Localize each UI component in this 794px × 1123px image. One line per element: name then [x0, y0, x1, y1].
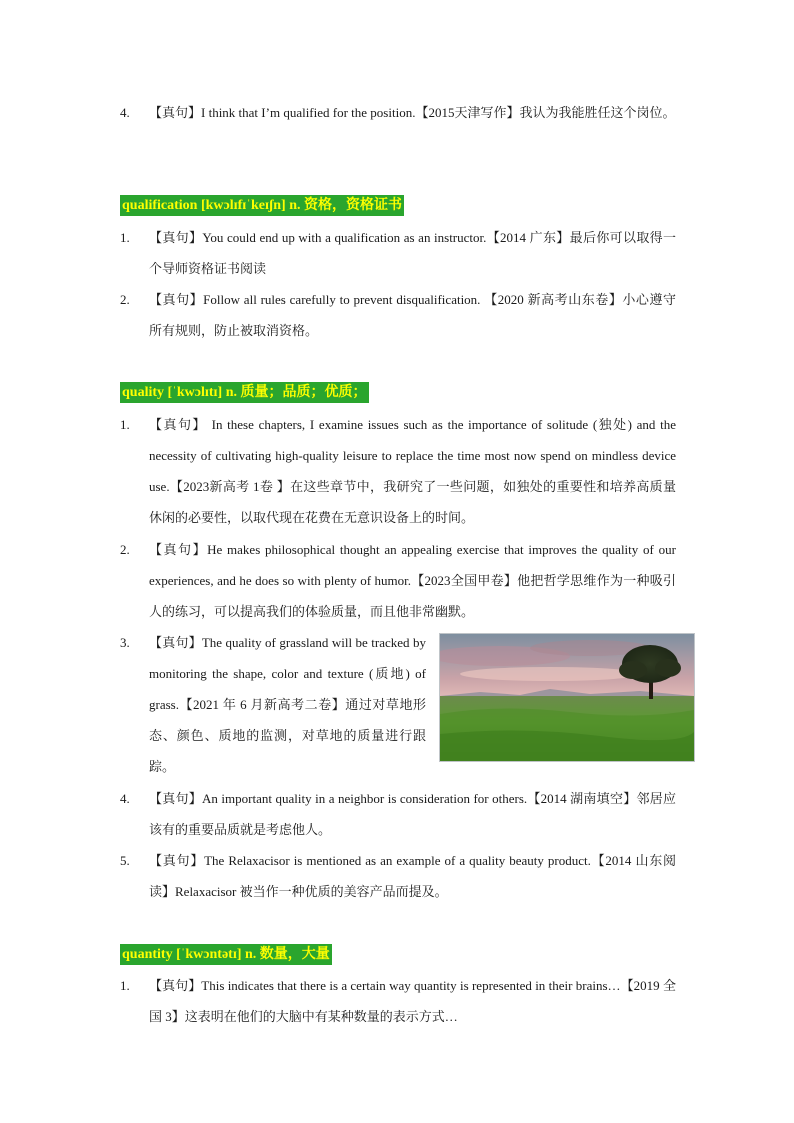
- item-number: 2.: [120, 292, 130, 307]
- list-item: [120, 783, 676, 845]
- item-text: 【真句】The quality of grassland will be tracked by monitoring the shape, color and texture (质地) of grass.【2021 年 6 月新高考二卷】通过对草地形态、颜色、质地的监测，对草地的质量进行跟踪。: [149, 635, 426, 774]
- list-item: [120, 222, 676, 284]
- list-item: [120, 97, 676, 128]
- list-item: [120, 970, 676, 1032]
- item-number: 1.: [120, 978, 130, 993]
- item-text: 【真句】 In these chapters, I examine issues such as the importance of solitude (独处) and the necessity of cultivating high-quality leisure to replace the time most now spend on mindless device use.【2023新高考 1卷 】在这些章节中，我研究了一些问题，如独处的重要性和培养高质量休闲的必要性，以取代现在花费在无意识设备上的时间。: [149, 417, 676, 525]
- list-item: [120, 284, 676, 346]
- grassland-photo: [439, 633, 695, 762]
- item-text: 【真句】You could end up with a qualification as an instructor.【2014 广东】最后你可以取得一个导师资格证书阅读: [149, 230, 676, 276]
- item-number: 1.: [120, 417, 130, 432]
- item-text: 【真句】This indicates that there is a certain way quantity is represented in their brains…【2019 全国 3】这表明在他们的大脑中有某种数量的表示方式…: [149, 978, 676, 1024]
- item-number: 5.: [120, 853, 130, 868]
- item-text: 【真句】I think that I’m qualified for the position.【2015天津写作】我认为我能胜任这个岗位。: [149, 105, 676, 120]
- item-number: 3.: [120, 635, 130, 650]
- item-text: 【真句】He makes philosophical thought an appealing exercise that improves the quality of our experiences, and he does so with plenty of humor.【2023全国甲卷】他把哲学思维作为一种吸引人的练习，可以提高我们的体验质量，而且他非常幽默。: [149, 542, 676, 619]
- item-number: 2.: [120, 542, 130, 557]
- list-item: [120, 409, 676, 533]
- item-number: 1.: [120, 230, 130, 245]
- item-text: 【真句】An important quality in a neighbor is consideration for others.【2014 湖南填空】邻居应该有的重要品质就是考虑他人。: [149, 791, 676, 837]
- list-item: [120, 534, 676, 627]
- entry-heading-quality: quality [ˈkwɔlɪtɪ] n. 质量；品质；优质；: [120, 382, 369, 403]
- item-number: 4.: [120, 791, 130, 806]
- grassland-tree-image: [440, 634, 694, 761]
- item-text: 【真句】Follow all rules carefully to prevent disqualification. 【2020 新高考山东卷】小心遵守所有规则，防止被取消资格。: [149, 292, 676, 338]
- item-number: 4.: [120, 105, 130, 120]
- item-text: 【真句】The Relaxacisor is mentioned as an example of a quality beauty product.【2014 山东阅读】Relaxacisor 被当作一种优质的美容产品而提及。: [149, 853, 676, 899]
- list-item: [120, 845, 676, 907]
- entry-heading-quantity: quantity [ˈkwɔntətɪ] n. 数量，大量: [120, 944, 332, 965]
- list-item: [120, 627, 426, 782]
- entry-heading-qualification: qualification [kwɔlɪfɪˈkeɪʃn] n. 资格，资格证书: [120, 195, 404, 216]
